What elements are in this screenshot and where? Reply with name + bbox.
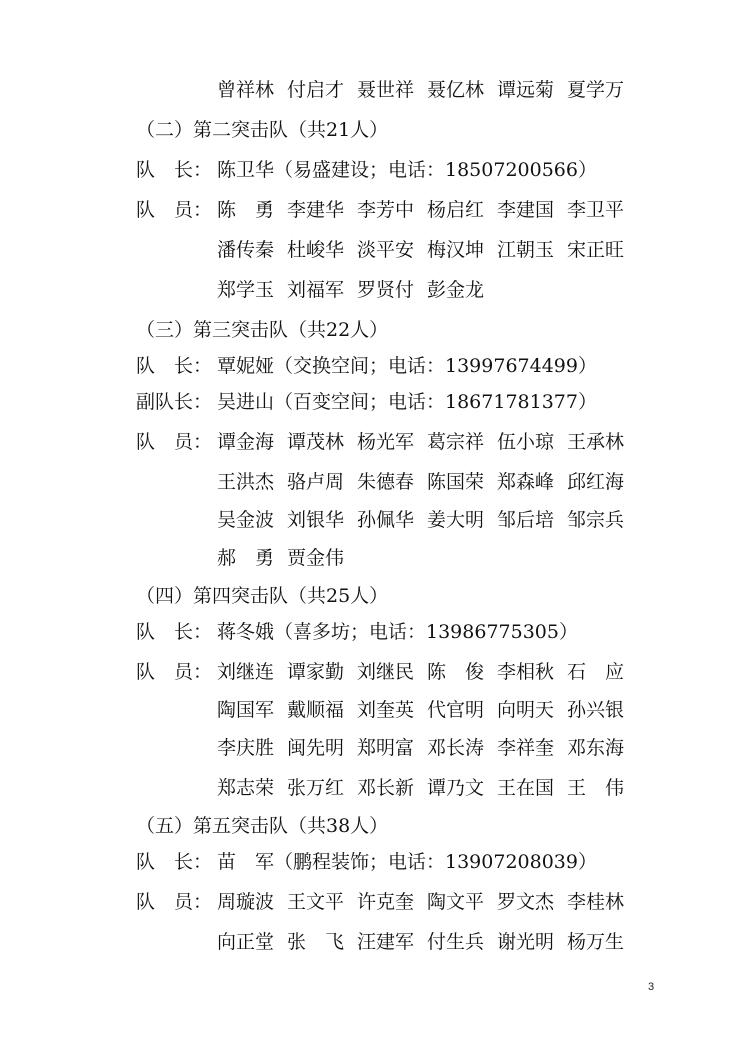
member-name: 潘传秦 [217, 239, 275, 261]
leader-info: 陈卫华（易盛建设；电话：18507200566） [217, 159, 597, 181]
member-names [217, 270, 637, 310]
member-label: 队 员： [136, 431, 213, 453]
member-name: 罗贤付 [357, 279, 415, 301]
leader-label: 队 长： [136, 621, 213, 643]
member-name: 向明天 [497, 699, 555, 721]
member-name: 邹后培 [497, 509, 555, 531]
member-name: 许克奎 [357, 891, 415, 913]
member-name: 谭远菊 [497, 79, 555, 101]
section-heading: （五）第五突击队（共38人） [136, 815, 389, 837]
member-name: 张万红 [287, 777, 345, 799]
member-name: 葛宗祥 [427, 431, 485, 453]
member-name: 谭茂林 [287, 431, 345, 453]
member-row [0, 422, 750, 462]
member-name: 淡平安 [357, 239, 415, 261]
deputy-info: 吴进山（百变空间；电话：18671781377） [217, 391, 597, 413]
member-name: 邹宗兵 [567, 509, 625, 531]
member-name: 李芳中 [357, 199, 415, 221]
member-name: 王文平 [287, 891, 345, 913]
member-name: 刘继连 [217, 661, 275, 683]
member-name: 李建国 [497, 199, 555, 221]
leader-info: 覃妮娅（交换空间；电话：13997674499） [217, 355, 597, 377]
member-names [217, 882, 637, 922]
member-name: 罗文杰 [497, 891, 555, 913]
member-names [217, 538, 637, 578]
member-name: 郑学玉 [217, 279, 275, 301]
deputy-label: 副队长： [136, 391, 213, 413]
member-name: 杨光军 [357, 431, 415, 453]
member-names [217, 190, 637, 230]
leader-label: 队 长： [136, 159, 213, 181]
member-name: 张 飞 [287, 931, 345, 953]
section-heading: （四）第四突击队（共25人） [136, 585, 389, 607]
member-names [217, 690, 637, 730]
member-name: 王承林 [567, 431, 625, 453]
member-name: 汪建军 [357, 931, 415, 953]
member-name: 李建华 [287, 199, 345, 221]
section-heading: （三）第三突击队（共22人） [136, 319, 389, 341]
member-name: 夏学万 [567, 79, 625, 101]
member-name: 郑森峰 [497, 471, 555, 493]
member-names [217, 500, 637, 540]
member-name: 王洪杰 [217, 471, 275, 493]
member-label: 队 员： [136, 891, 213, 913]
member-name: 李庆胜 [217, 737, 275, 759]
member-name: 邓东海 [567, 737, 625, 759]
member-name: 周璇波 [217, 891, 275, 913]
member-row [0, 652, 750, 692]
member-name: 伍小琼 [497, 431, 555, 453]
member-name: 江朝玉 [497, 239, 555, 261]
member-names [217, 70, 637, 110]
member-name: 刘福军 [287, 279, 345, 301]
member-label: 队 员： [136, 199, 213, 221]
member-name: 王 伟 [567, 777, 625, 799]
leader-info: 苗 军（鹏程装饰；电话：13907208039） [217, 851, 597, 873]
member-name: 骆卢周 [287, 471, 345, 493]
leader-label: 队 长： [136, 355, 213, 377]
member-names [217, 922, 637, 962]
member-name: 郝 勇 [217, 547, 275, 569]
member-name: 邓长涛 [427, 737, 485, 759]
member-name: 李祥奎 [497, 737, 555, 759]
member-names [217, 422, 637, 462]
member-label: 队 员： [136, 661, 213, 683]
member-name: 宋正旺 [567, 239, 625, 261]
member-name: 闽先明 [287, 737, 345, 759]
member-name: 谢光明 [497, 931, 555, 953]
member-name: 陈 勇 [217, 199, 275, 221]
member-name: 刘银华 [287, 509, 345, 531]
page-number: 3 [648, 981, 655, 993]
member-name: 向正堂 [217, 931, 275, 953]
leader-row [0, 150, 750, 190]
member-name: 陈 俊 [427, 661, 485, 683]
member-name: 代官明 [427, 699, 485, 721]
leader-row [0, 612, 750, 652]
member-name: 姜大明 [427, 509, 485, 531]
member-name: 彭金龙 [427, 279, 485, 301]
member-name: 杨启红 [427, 199, 485, 221]
member-names [217, 462, 637, 502]
member-row [0, 500, 750, 540]
member-row [0, 270, 750, 310]
member-name: 孙佩华 [357, 509, 415, 531]
member-name: 刘奎英 [357, 699, 415, 721]
member-name: 杨万生 [567, 931, 625, 953]
member-name: 陶国军 [217, 699, 275, 721]
member-name: 邱红海 [567, 471, 625, 493]
leader-label: 队 长： [136, 851, 213, 873]
member-name: 付生兵 [427, 931, 485, 953]
member-row [0, 190, 750, 230]
member-row [0, 922, 750, 962]
member-name: 聂亿林 [427, 79, 485, 101]
member-name: 王在国 [497, 777, 555, 799]
member-name: 谭乃文 [427, 777, 485, 799]
leader-info: 蒋冬娥（喜多坊；电话：13986775305） [217, 621, 578, 643]
member-name: 聂世祥 [357, 79, 415, 101]
member-name: 陈国荣 [427, 471, 485, 493]
member-name: 郑志荣 [217, 777, 275, 799]
deputy-row [0, 382, 750, 422]
member-names [217, 728, 637, 768]
leader-row [0, 346, 750, 386]
continuation-member-row [0, 70, 750, 110]
member-name: 刘继民 [357, 661, 415, 683]
member-name: 李桂林 [567, 891, 625, 913]
member-name: 付启才 [287, 79, 345, 101]
member-name: 谭家勤 [287, 661, 345, 683]
member-names [217, 768, 637, 808]
section-heading: （二）第二突击队（共21人） [136, 119, 389, 141]
member-name: 谭金海 [217, 431, 275, 453]
member-name: 李卫平 [567, 199, 625, 221]
member-row [0, 768, 750, 808]
member-names [217, 230, 637, 270]
member-name: 邓长新 [357, 777, 415, 799]
member-name: 朱德春 [357, 471, 415, 493]
leader-row [0, 842, 750, 882]
member-row [0, 728, 750, 768]
member-row [0, 882, 750, 922]
member-name: 吴金波 [217, 509, 275, 531]
member-row [0, 462, 750, 502]
member-row [0, 690, 750, 730]
member-name: 石 应 [567, 661, 625, 683]
member-name: 梅汉坤 [427, 239, 485, 261]
member-name: 陶文平 [427, 891, 485, 913]
member-row [0, 230, 750, 270]
member-name: 李相秋 [497, 661, 555, 683]
member-name: 孙兴银 [567, 699, 625, 721]
member-name: 戴顺福 [287, 699, 345, 721]
member-name: 贾金伟 [287, 547, 345, 569]
member-name: 曾祥林 [217, 79, 275, 101]
member-name: 杜峻华 [287, 239, 345, 261]
member-row [0, 538, 750, 578]
member-names [217, 652, 637, 692]
member-name: 郑明富 [357, 737, 415, 759]
